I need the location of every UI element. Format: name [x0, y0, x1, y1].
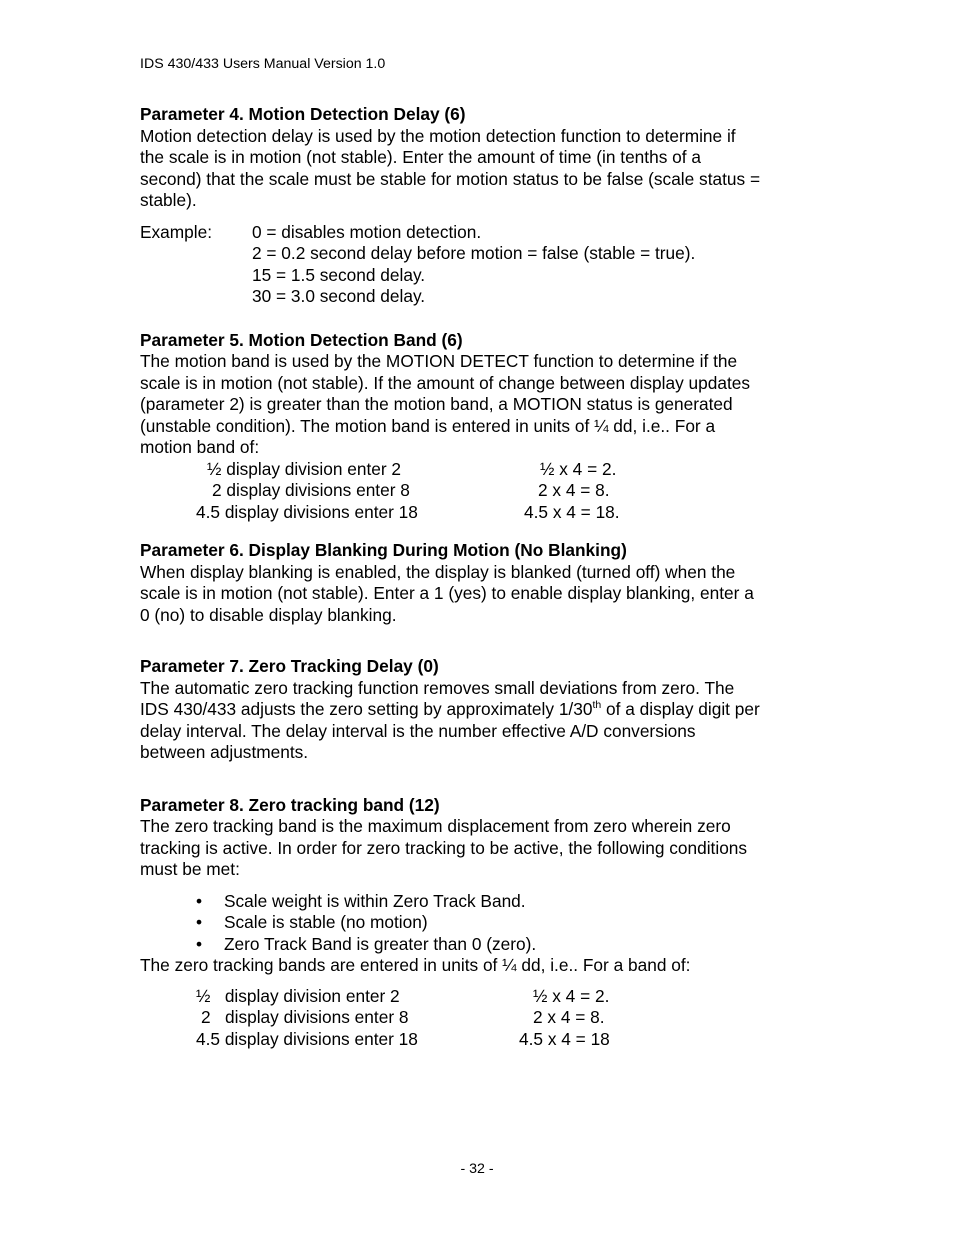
parameter-8-heading: Parameter 8. Zero tracking band (12) — [140, 794, 440, 815]
text-line: The zero tracking band is the maximum displacement from zero wherein zero — [140, 816, 731, 836]
parameter-4-description — [140, 126, 830, 212]
example-lines — [252, 222, 830, 308]
example-line: 2 = 0.2 second delay before motion = false (stable = true). — [252, 243, 696, 263]
section-parameter-8 — [140, 795, 830, 1051]
section-parameter-6 — [140, 540, 830, 626]
table-cell-calculation: ½ x 4 = 2. — [533, 985, 610, 1006]
table-row — [140, 459, 830, 481]
text-line: (unstable condition). The motion band is entered in units of ¼ dd, i.e.. For a — [140, 415, 716, 436]
table-cell-calculation: 4.5 x 4 = 18. — [524, 501, 620, 522]
table-row — [140, 480, 830, 502]
text-line: stable). — [140, 190, 197, 210]
parameter-7-heading: Parameter 7. Zero Tracking Delay (0) — [140, 656, 439, 676]
motion-band-table — [140, 459, 830, 524]
text-line — [140, 699, 830, 721]
text-line: Motion detection delay is used by the motion detection function to determine if — [140, 125, 736, 146]
page-content — [140, 104, 830, 1050]
text-line: tracking is active. In order for zero tracking to be active, the following conditions — [140, 837, 748, 858]
example-line: 0 = disables motion detection. — [252, 221, 482, 242]
zero-track-conditions-list — [196, 891, 830, 956]
example-line: 15 = 1.5 second delay. — [252, 264, 426, 285]
text-line: second) that the scale must be stable for motion status to be false (scale status = — [140, 168, 761, 189]
parameter-4-heading: Parameter 4. Motion Detection Delay (6) — [140, 104, 466, 124]
table-cell-division: ½ display division enter 2 — [207, 458, 402, 479]
table-cell-division: 4.5 display divisions enter 18 — [196, 1028, 418, 1049]
parameter-5-heading: Parameter 5. Motion Detection Band (6) — [140, 329, 463, 350]
table-row — [140, 502, 830, 524]
parameter-6-heading: Parameter 6. Display Blanking During Motion (No Blanking) — [140, 540, 627, 560]
table-cell-calculation: ½ x 4 = 2. — [540, 458, 617, 479]
parameter-5-description — [140, 351, 830, 459]
parameter-8-description — [140, 816, 830, 881]
text-line: The motion band is used by the MOTION DETECT function to determine if the — [140, 351, 738, 371]
parameter-4-example — [140, 222, 830, 308]
text-line: the scale is in motion (not stable). Enter the amount of time (in tenths of a — [140, 147, 701, 167]
list-item — [196, 912, 830, 934]
table-cell-calculation: 2 x 4 = 8. — [533, 1007, 605, 1027]
page-number: - 32 - — [460, 1161, 494, 1177]
table-cell-calculation: 4.5 x 4 = 18 — [519, 1028, 610, 1049]
text-line: scale is in motion (not stable). Enter a 1 (yes) to enable display blanking, enter a — [140, 583, 754, 603]
bullet-icon: • — [196, 912, 203, 932]
text-line: must be met: — [140, 859, 240, 879]
table-row — [140, 1029, 830, 1051]
section-parameter-4 — [140, 104, 830, 308]
table-cell-calculation: 2 x 4 = 8. — [538, 480, 610, 500]
parameter-8-after-text: The zero tracking bands are entered in units of ¼ dd, i.e.. For a band of: — [140, 955, 691, 975]
example-label: Example: — [140, 221, 213, 242]
text-line: delay interval. The delay interval is the number effective A/D conversions — [140, 720, 696, 741]
bullet-icon: • — [196, 890, 203, 911]
list-item — [196, 934, 830, 956]
text-line: (parameter 2) is greater than the motion band, a MOTION status is generated — [140, 394, 733, 414]
example-line: 30 = 3.0 second delay. — [252, 286, 426, 306]
text-line: motion band of: — [140, 437, 260, 457]
table-cell-division: ½ display division enter 2 — [196, 985, 400, 1006]
text-fragment: IDS 430/433 adjusts the zero setting by approximately 1/30 — [140, 699, 593, 719]
section-parameter-5 — [140, 330, 830, 524]
text-line: between adjustments. — [140, 742, 309, 762]
list-item-text: Scale weight is within Zero Track Band. — [224, 890, 526, 911]
page-header: IDS 430/433 Users Manual Version 1.0 — [140, 56, 386, 72]
superscript: th — [592, 699, 602, 711]
table-row — [140, 986, 830, 1008]
table-cell-division: 2 display divisions enter 8 — [212, 480, 410, 500]
text-line: When display blanking is enabled, the display is blanked (turned off) when the — [140, 561, 736, 582]
section-parameter-7 — [140, 656, 830, 764]
table-cell-division: 4.5 display divisions enter 18 — [196, 501, 418, 522]
text-line: scale is in motion (not stable). If the amount of change between display updates — [140, 372, 751, 393]
zero-band-table — [140, 986, 830, 1051]
text-fragment: of a display digit per — [601, 699, 760, 719]
list-item-text: Scale is stable (no motion) — [224, 912, 428, 932]
table-row — [140, 1007, 830, 1029]
parameter-7-description — [140, 678, 830, 764]
bullet-icon: • — [196, 933, 203, 954]
list-item-text: Zero Track Band is greater than 0 (zero). — [224, 933, 537, 954]
list-item — [196, 891, 830, 913]
text-line: The automatic zero tracking function removes small deviations from zero. The — [140, 677, 735, 698]
table-cell-division: 2 display divisions enter 8 — [201, 1007, 409, 1027]
parameter-6-description — [140, 562, 830, 627]
text-line: 0 (no) to disable display blanking. — [140, 604, 397, 625]
